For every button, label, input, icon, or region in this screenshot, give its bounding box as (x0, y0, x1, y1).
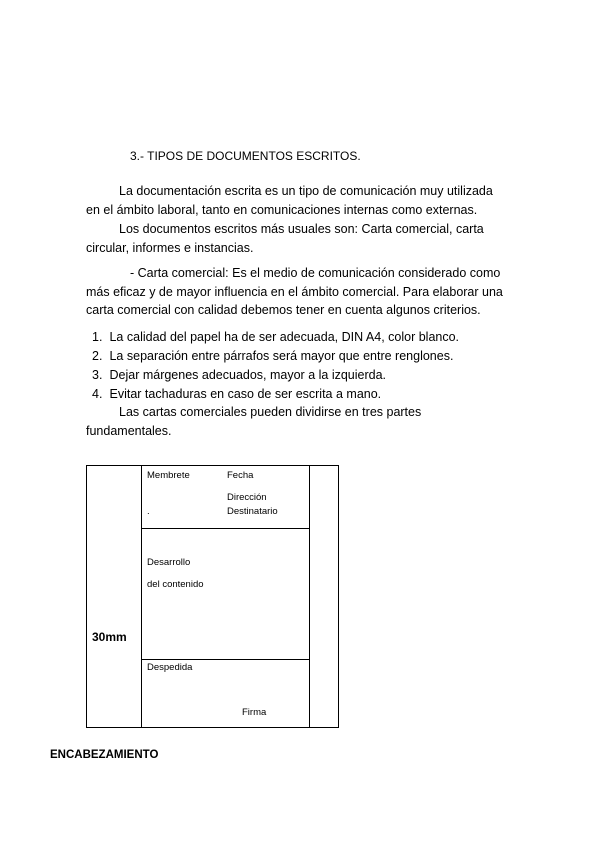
list-number: 4. (92, 387, 103, 401)
label-del-contenido: del contenido (147, 579, 204, 590)
paragraph-documentos-usuales (86, 220, 526, 257)
criteria-list (92, 328, 459, 404)
letter-layout-diagram (86, 465, 339, 728)
list-number: 3. (92, 368, 103, 382)
label-margin-30mm: 30mm (92, 630, 127, 644)
label-desarrollo: Desarrollo (147, 557, 191, 568)
paragraph-line: fundamentales. (86, 423, 172, 438)
paragraph-line: carta comercial con calidad debemos tener en cuenta algunos criterios. (86, 303, 481, 317)
list-item (92, 366, 459, 385)
paragraph-line: Los documentos escritos más usuales son: Carta comercial, carta (119, 222, 484, 236)
encabezamiento-heading: ENCABEZAMIENTO (50, 749, 159, 761)
list-number: 1. (92, 330, 103, 344)
header-divider (141, 528, 309, 529)
paragraph-line: más eficaz y de mayor influencia en el ámbito comercial. Para elaborar una (86, 284, 503, 299)
list-item (92, 347, 459, 366)
label-direccion: Dirección (227, 492, 267, 503)
list-text: Dejar márgenes adecuados, mayor a la izquierda. (109, 368, 387, 382)
list-text: La separación entre párrafos será mayor que entre renglones. (109, 349, 454, 363)
paragraph-line: circular, informes e instancias. (86, 240, 254, 255)
paragraph-line: La documentación escrita es un tipo de comunicación muy utilizada (119, 184, 493, 198)
paragraph-documentacion (86, 182, 526, 219)
list-text: La calidad del papel ha de ser adecuada, DIN A4, color blanco. (109, 330, 460, 344)
label-fecha: Fecha (227, 470, 254, 481)
list-text: Evitar tachaduras en caso de ser escrita a mano. (109, 387, 382, 401)
list-item (92, 385, 459, 404)
paragraph-line: en el ámbito laboral, tanto en comunicaciones internas como externas. (86, 202, 478, 217)
label-despedida: Despedida (147, 662, 193, 673)
paragraph-carta-comercial (86, 264, 526, 320)
label-dot: . (147, 506, 150, 517)
list-number: 2. (92, 349, 103, 363)
body-divider (141, 659, 309, 660)
right-margin-line (309, 466, 310, 727)
paragraph-partes (86, 403, 526, 440)
label-membrete: Membrete (147, 470, 190, 481)
paragraph-line: Las cartas comerciales pueden dividirse en tres partes (119, 405, 422, 419)
label-destinatario: Destinatario (227, 506, 278, 517)
label-firma: Firma (242, 707, 267, 718)
paragraph-line: - Carta comercial: Es el medio de comunicación considerado como (130, 266, 501, 280)
list-item (92, 328, 459, 347)
left-margin-line (141, 466, 142, 727)
section-heading: 3.- TIPOS DE DOCUMENTOS ESCRITOS. (130, 149, 361, 163)
